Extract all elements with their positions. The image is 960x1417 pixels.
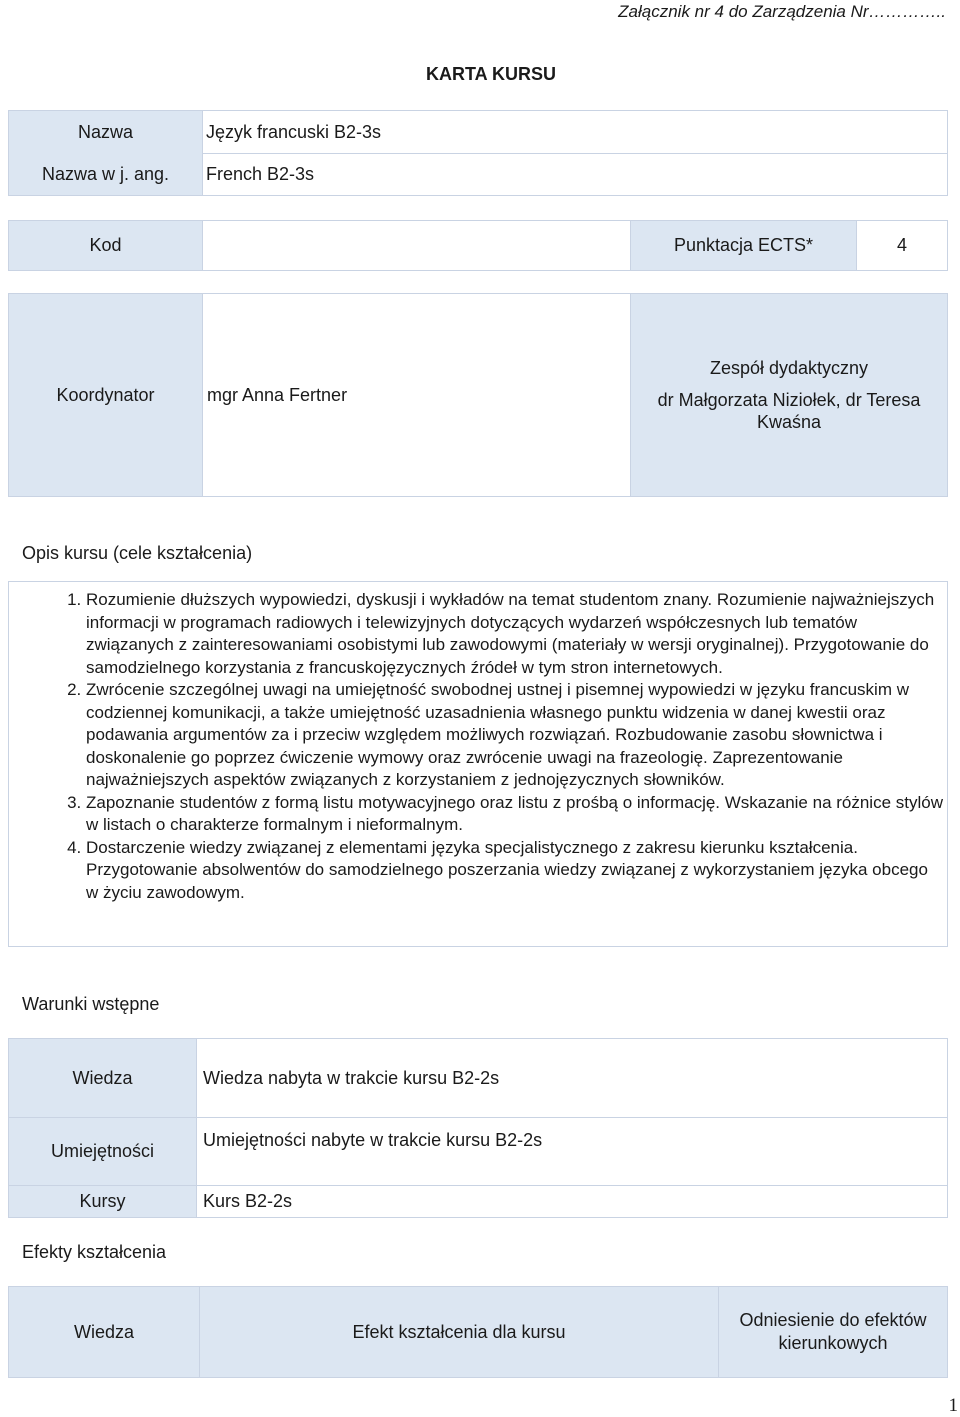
prerequisites-table: [8, 1038, 948, 1218]
name-value-cell: [206, 111, 946, 153]
team-value: dr Małgorzata Niziołek, dr Teresa Kwaśna: [657, 389, 921, 432]
team-cell: [631, 294, 947, 496]
name-label: Nazwa: [77, 121, 134, 142]
prereq-knowledge-value-cell: [203, 1039, 943, 1117]
prereq-skills-label: Umiejętności: [50, 1141, 155, 1161]
prereq-courses-label: Kursy: [79, 1191, 126, 1211]
description-item: 2. Zwrócenie szczególnej uwagi na umiejętność swobodnej ustnej i pisemnej wypowiedzi w języku francuskim w codziennej komunikacji, a także umiejętność uzasadnienia własnego punktu widzenia w danej kwestii oraz podawania argumentów za i przeciw względem możliwych rozwiązań. Rozbudowanie zasobu słownictwa i doskonalenie go poprzez ćwiczenie wymowy oraz zwrócenie uwagi na frazeologię. Zaprezentowanie najważniejszych aspektów związanych z korzystaniem z jednojęzycznych słowników.: [86, 679, 944, 792]
coordinator-table: [8, 293, 948, 497]
prereq-courses-value-cell: [203, 1186, 943, 1217]
prereq-skills-value-cell: [203, 1118, 943, 1185]
outcomes-label: Efekty kształcenia: [22, 1242, 167, 1262]
outcomes-col2-header: Efekt kształcenia dla kursu: [352, 1321, 566, 1342]
page-title: KARTA KURSU: [426, 64, 556, 84]
outcomes-table: [8, 1286, 948, 1378]
outcomes-col1-header: Wiedza: [73, 1321, 135, 1342]
outcomes-col3-cell: [719, 1287, 947, 1377]
code-label-cell: [9, 221, 202, 270]
prereq-skills-value: Umiejętności nabyte w trakcie kursu B2-2s: [203, 1130, 543, 1150]
coordinator-value-cell: [207, 294, 627, 496]
prereq-courses-label-cell: [9, 1186, 196, 1217]
outcomes-col2-cell: [200, 1287, 718, 1377]
description-list: [9, 589, 944, 904]
ects-label-cell: [631, 221, 856, 270]
description-item: 1. Rozumienie dłuższych wypowiedzi, dyskusji i wykładów na temat studentom znany. Rozumienie najważniejszych informacji w programach radiowych i telewizyjnych dotyczących wydarzeń współczesnych lub tematów związanych z zainteresowaniami osobistymi lub zawodowymi (materiały w wersji oryginalnej). Przygotowanie do samodzielnego korzystania z francuskojęzycznych źródeł w tym stron internetowych.: [86, 589, 944, 679]
description-label: Opis kursu (cele kształcenia): [22, 543, 253, 563]
code-value-cell: [203, 221, 630, 270]
ects-value: 4: [896, 235, 907, 255]
coordinator-label: Koordynator: [56, 384, 155, 405]
name-label-cell: [9, 111, 202, 153]
description-box: [8, 581, 948, 947]
name-en-label: Nazwa w j. ang.: [41, 163, 170, 184]
name-en-label-cell: [9, 153, 202, 195]
name-en-value-cell: [206, 153, 946, 195]
outcomes-col1-cell: [9, 1287, 199, 1377]
prereq-knowledge-label: Wiedza: [72, 1067, 133, 1088]
ects-value-cell: [857, 221, 947, 270]
outcomes-col3-header: Odniesienie do efektów kierunkowych: [739, 1310, 927, 1353]
prerequisites-label: Warunki wstępne: [22, 994, 160, 1014]
name-value: Język francuski B2-3s: [206, 121, 382, 142]
coordinator-label-cell: [9, 294, 202, 496]
code-table: [8, 220, 948, 271]
description-item: 3. Zapoznanie studentów z formą listu motywacyjnego oraz listu z prośbą o informację. Wskazanie na różnice stylów w listach o charakterze formalnym i nieformalnym.: [86, 792, 944, 837]
code-label: Kod: [89, 235, 122, 255]
prereq-courses-value: Kurs B2-2s: [203, 1191, 293, 1211]
name-table: [8, 110, 948, 196]
prereq-knowledge-value: Wiedza nabyta w trakcie kursu B2-2s: [203, 1067, 500, 1088]
description-item: 4. Dostarczenie wiedzy związanej z elementami języka specjalistycznego z zakresu kierunku kształcenia. Przygotowanie absolwentów do samodzielnego poszerzania wiedzy związanej z wykorzystaniem języka obcego w życiu zawodowym.: [86, 837, 944, 905]
prereq-knowledge-label-cell: [9, 1039, 196, 1117]
name-en-value: French B2-3s: [206, 163, 315, 184]
team-label: Zespół dydaktyczny: [709, 357, 869, 378]
ects-label: Punktacja ECTS*: [673, 235, 814, 255]
annex-note: Załącznik nr 4 do Zarządzenia Nr…………..: [618, 2, 946, 21]
prereq-skills-label-cell: [9, 1118, 196, 1185]
coordinator-value: mgr Anna Fertner: [207, 384, 348, 405]
page-number: 1: [948, 1395, 958, 1416]
